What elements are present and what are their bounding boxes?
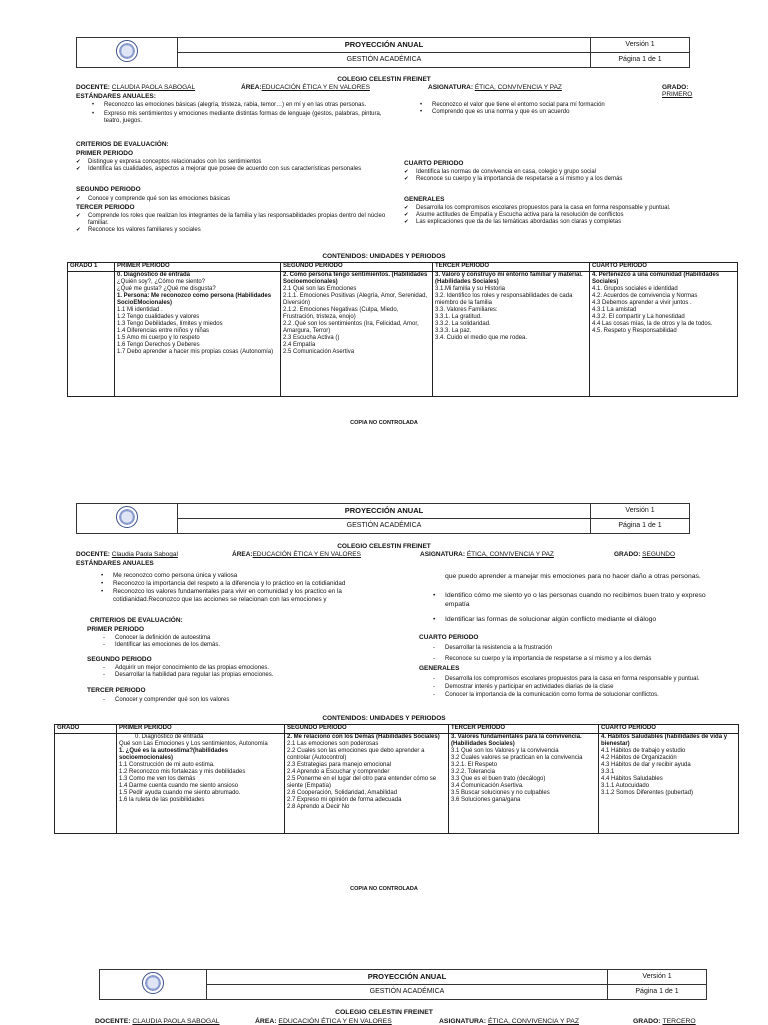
cell-line: ¿Quién soy?, ¿Cómo me siento? (117, 279, 206, 285)
area-value: EDUCACIÓN ÉTICA Y EN VALORES (278, 1018, 392, 1025)
list-item: ✔ Conoce y comprende qué son las emociones básicas (76, 196, 386, 203)
contenidos-table-2 (54, 724, 739, 834)
list-item: • Identifico cómo me siento yo o las personas cuando no recibimos buen trato y expreso empatía (433, 591, 731, 609)
cell-line: 1.5 Amo mi cuerpo y lo respeto (117, 335, 200, 341)
segundo-periodo-list (76, 196, 386, 203)
cell-line: 3.3.2. La solidaridad. (435, 321, 491, 327)
grado-value: TERCERO (662, 1018, 696, 1025)
list-item: • Expreso mis sentimientos y emociones mediante distintas formas de lenguaje (gestos, palabras, pintura, teatro, juegos. (92, 111, 392, 125)
list-item: ✔ Distingue y expresa conceptos relacionados con los sentimientos (76, 159, 386, 166)
list-item: - Conocer y comprender qué son los valores (103, 697, 393, 704)
docente-value: CLAUDIA PAOLA SABOGAL (111, 84, 196, 91)
list-item: - Conocer la importancia de la comunicación como forma de solucionar conflictos. (433, 691, 733, 699)
list-item: • Me reconozco como persona única y valiosa (101, 572, 401, 580)
cell-line: 2.4 Empatía (283, 342, 316, 348)
cell-line: 4.3 Hábitos de dar y recibir ayuda (601, 762, 691, 768)
table-header: PRIMER PERIODO (115, 263, 281, 272)
list-item: ✔ Asume actitudes de Empatía y Escucha activa para la resolución de conflictos (404, 212, 724, 219)
asignatura-value: ÉTICA, CONVIVENCIA Y PAZ (474, 84, 562, 91)
primer-periodo-label: PRIMER PERIODO (76, 150, 134, 157)
school-seal-icon (142, 972, 164, 994)
cell-line: 3.1.Mi familia y su Historia (435, 286, 506, 292)
table-header: GRADO (55, 725, 117, 734)
estandares-right-list (420, 102, 720, 116)
school-logo (77, 38, 178, 68)
cell-line: 1. ¿Qué es la autoestima?(habilidades socioemocionales) (119, 748, 229, 761)
cell-line: 3.4 Comunicación Asertiva. (451, 783, 524, 789)
table-header: GRADO 1 (68, 263, 115, 272)
cell-line: 2. Como persona tengo sentimientos. (Habilidades Socioemocionales) (283, 272, 428, 285)
table-cell (55, 734, 117, 834)
cell-line: 3.3.3. La paz. (435, 328, 472, 334)
list-item: ✔ Las explicaciones que da de las temáticas abordadas son claras y completas (404, 219, 724, 226)
school-logo (100, 970, 207, 1000)
table-cell (117, 734, 285, 834)
table-header: TERCER PERIODO (433, 263, 590, 272)
table-cell (433, 272, 590, 397)
header-page: Página 1 de 1 (591, 53, 690, 68)
estandares-left-list (101, 572, 401, 604)
school-logo (77, 504, 178, 534)
list-item: ✔ Desarrolla los compromisos escolares propuestos para la casa en forma responsable y puntual. (404, 205, 724, 212)
list-item: - Adquirir un mejor conocimiento de las propias emociones. (103, 665, 393, 672)
docente-value: Claudia Paola Sabogal (111, 551, 178, 558)
cell-line: 0. Diagnóstico de entrada (117, 272, 191, 278)
generales-label: GENERALES (419, 665, 460, 672)
cell-line: 2.1 Las emociones son poderosas (287, 741, 379, 747)
cell-line: 4.1. Grupos sociales e identidad (592, 286, 678, 292)
cell-line: 1.6 la ruleta de las posibilidades (119, 797, 205, 803)
table-header: TERCER PERIODO (449, 725, 599, 734)
cell-line: 3.1 Qué son los Valores y la convivencia (451, 748, 559, 754)
cuarto-periodo-list (433, 644, 733, 663)
estandares-label: ESTÁNDARES ANUALES: (76, 93, 156, 100)
cell-line: 2.6 Cooperación, Solidaridad, Amabilidad (287, 790, 398, 796)
table-header: SEGUNDO PERIODO (281, 263, 433, 272)
area-label: ÁREA: (232, 551, 253, 558)
document-header (76, 37, 690, 68)
asignatura-label: ASIGNATURA: (439, 1018, 487, 1025)
cell-line: 1.1 Construcción de mi auto estima. (119, 762, 215, 768)
list-item: - Identificar las emociones de los demás. (103, 642, 393, 649)
cell-line: 3. Valoro y construyo mi entorno familiar y material. (Habilidades Sociales) (435, 272, 583, 285)
cell-line: 4. Pertenezco a una comunidad (Habilidades Sociales) (592, 272, 720, 285)
asignatura-value: ÉTICA, CONVIVENCIA Y PAZ (487, 1018, 579, 1025)
segundo-periodo-label: SEGUNDO PERIODO (87, 656, 152, 663)
cell-line: 4.3 Debemos aprender a vivir juntos . (592, 300, 692, 306)
docente-label: DOCENTE: (76, 551, 110, 558)
asignatura-label: ASIGNATURA: (420, 551, 466, 558)
table-header: CUARTO PERIODO (599, 725, 739, 734)
cell-line: 2.7 Expreso mi opinión de forma adecuada (287, 797, 402, 803)
cell-line: 2.5 Comunicación Asertiva (283, 349, 355, 355)
contenidos-title: CONTENIDOS: UNIDADES Y PERIODOS (322, 715, 446, 722)
cell-line: 4.2 Hábitos de Organización (601, 755, 677, 761)
list-item: - Desarrolla los compromisos escolares propuestos para la casa en forma responsable y puntual. (433, 675, 733, 683)
grado-label: GRADO: (614, 551, 641, 558)
cell-line: 4.3.1 La amistad (592, 307, 637, 313)
cell-line: 1.7 Debo aprender a hacer mis propias cosas (Autonomía) (117, 349, 274, 355)
cell-line: 1.3 Tengo Debilidades, límites y miedos (117, 321, 223, 327)
list-item: - Conocer la definición de autoestima (103, 635, 393, 642)
docente-label: DOCENTE: (95, 1018, 131, 1025)
cell-line: 1.6 Tengo Derechos y Deberes (117, 342, 200, 348)
grado-label: GRADO: (633, 1018, 661, 1025)
area-label: ÁREA: (241, 84, 262, 91)
cuarto-periodo-list (404, 169, 724, 183)
criterios-label: CRITERIOS DE EVALUACIÓN: (76, 141, 169, 148)
cell-line: 3.1.2 Somos Diferentes (pubertad) (601, 790, 694, 796)
segundo-periodo-list (103, 665, 393, 679)
contenidos-title: CONTENIDOS: UNIDADES Y PERIODOS (322, 253, 446, 260)
list-item: - Desarrollar la resistencia a la frustración (433, 644, 733, 652)
table-cell (281, 272, 433, 397)
contenidos-table-1 (67, 262, 738, 397)
cell-line: 3.2 Cuales valores se practican en la convivencia (451, 755, 583, 761)
cell-line: 3.3 Que es el buen trato (decálogo) (451, 776, 546, 782)
list-item: - Demostrar interés y participar en actividades diarias de la clase (433, 683, 733, 691)
table-cell (115, 272, 281, 397)
cell-line: 1. Persona: Me reconozco como persona (Habilidades SocioEMocionales) (117, 293, 272, 306)
cell-line: 4. Hábitos Saludables (habilidades de vida y bienestar) (601, 734, 728, 747)
cell-line: 1.2 Reconozco mis fortalezas y mis debilidades (119, 769, 246, 775)
school-seal-icon (116, 40, 138, 62)
cell-line: 2.1.1. Emociones Positivas (Alegría, Amor, Serenidad, Diversión) (283, 293, 428, 306)
tercer-periodo-list (103, 697, 393, 704)
cell-line: 2.3 Estrategias para manejo emocional (287, 762, 392, 768)
header-page: Página 1 de 1 (608, 985, 707, 1000)
cell-line: 3.3.1. La gratitud. (435, 314, 482, 320)
list-item: • Reconozco la importancia del respeto a la diferencia y lo práctico en la cotidianidad (101, 580, 401, 588)
tercer-periodo-label: TERCER PERIODO (87, 687, 146, 694)
generales-label: GENERALES (404, 196, 445, 203)
header-title: PROYECCIÓN ANUAL (178, 38, 591, 53)
header-title: PROYECCIÓN ANUAL (178, 504, 591, 519)
estandares-label: ESTÁNDARES ANUALES (76, 560, 154, 567)
tercer-periodo-label: TERCER PERIODO (76, 204, 135, 211)
header-subtitle: GESTIÓN ACADÉMICA (178, 53, 591, 68)
primer-periodo-list (76, 159, 386, 173)
school-name: COLEGIO CELESTIN FREINET (337, 76, 431, 83)
cell-line: 2.5 Ponerme en el lugar del otro para entender cómo se siente (Empatía) (287, 776, 437, 789)
list-item: ✔ Identifica las normas de convivencia en casa, colegio y grupo social (404, 169, 724, 176)
list-item: • Identificar las formas de solucionar algún conflicto mediante el diálogo (433, 615, 731, 624)
school-name: COLEGIO CELESTIN FREINET (335, 1009, 433, 1016)
list-item: ✔ Reconoce su cuerpo y la importancia de respetarse a sí mismo y a los demás (404, 176, 724, 183)
grado-label: GRADO: (662, 84, 689, 91)
table-cell (599, 734, 739, 834)
primer-periodo-label: PRIMER PERIODO (87, 626, 145, 633)
list-item: • Reconozco las emociones básicas (alegría, tristeza, rabia, temor…) en mí y en las otras personas. (92, 102, 392, 109)
docente-label: DOCENTE: (76, 84, 110, 91)
cell-line: 1.4 Diferencias entre niños y niñas (117, 328, 210, 334)
segundo-periodo-label: SEGUNDO PERIODO (76, 186, 141, 193)
cell-line: 4.1 Hábitos de trabajo y estudio (601, 748, 686, 754)
table-cell (449, 734, 599, 834)
cuarto-periodo-label: CUARTO PERIODO (419, 634, 479, 641)
asignatura-label: ASIGNATURA: (428, 84, 474, 91)
header-title: PROYECCIÓN ANUAL (207, 970, 608, 985)
header-version: Versión 1 (591, 38, 690, 53)
copy-notice: COPIA NO CONTROLADA (350, 886, 418, 892)
list-item: - Reconoce su cuerpo y la importancia de respetarse a sí mismo y a los demás (433, 655, 733, 663)
list-item: ✔ Identifica las cualidades, aspectos a mejorar que posee de acuerdo con sus características personales (76, 166, 386, 173)
cell-line: 2.1 Qué son las Emociones (283, 286, 357, 292)
cell-line: 3.5 Buscar soluciones y no culpables (451, 790, 550, 796)
school-seal-icon (116, 506, 138, 528)
area-label: ÁREA: (255, 1018, 277, 1025)
estandares-left-list (92, 102, 392, 126)
cell-line: 2.1.2. Emociones Negativas (Culpa, Miedo, Frustración, tristeza, enojo) (283, 307, 399, 320)
cell-line: 4.3.2. El compartir y La honestidad (592, 314, 685, 320)
table-header: PRIMER PERIODO (117, 725, 285, 734)
header-version: Versión 1 (608, 970, 707, 985)
document-header (99, 969, 707, 1000)
cell-line: 3.1.1 Autocuidado (601, 783, 650, 789)
cell-line: 2. Me relaciono con los Demás (Habilidades Sociales) (287, 734, 440, 740)
cell-line: 4.4 Hábitos Saludables (601, 776, 663, 782)
cuarto-periodo-label: CUARTO PERIODO (404, 160, 464, 167)
document-header (76, 503, 690, 534)
primer-periodo-list (103, 635, 393, 649)
list-item: ✔ Comprende los roles que realizan los integrantes de la familia y las responsabilidades propias dentro del núcleo familiar. (76, 213, 386, 227)
cell-line: 0. Diagnóstico de entrada (135, 734, 204, 740)
estandares-right-list (433, 591, 731, 624)
area-value: EDUCACIÓN ÉTICA Y EN VALORES (252, 551, 361, 558)
cell-line: ¿Qué me gusta? ¿Qué me disgusta? (117, 286, 216, 292)
cell-line: 1.3 Como me ven los demás (119, 776, 196, 782)
header-subtitle: GESTIÓN ACADÉMICA (207, 985, 608, 1000)
asignatura-value: ÉTICA, CONVIVENCIA Y PAZ (466, 551, 554, 558)
table-header: CUARTO PERIODO (590, 263, 738, 272)
table-header: SEGUNDO PERIODO (285, 725, 449, 734)
cell-line: 2.2 Cuales son las emociones que debo aprender a controlar (Autocontrol) (287, 748, 425, 761)
area-value: EDUCACIÓN ÉTICA Y EN VALORES (261, 84, 370, 91)
cell-line: 3.2.2. Tolerancia (451, 769, 495, 775)
cell-line: 4.4 Las cosas mías, la de otros y la de todos. (592, 321, 713, 327)
generales-list (433, 675, 733, 699)
cell-line: 2.8 Aprendo a Decir No (287, 804, 350, 810)
table-cell (590, 272, 738, 397)
list-item: ✔ Reconoce los valores familiares y sociales (76, 227, 386, 234)
cell-line: 3.3. Valores Familiares: (435, 307, 498, 313)
grado-value: SEGUNDO (642, 551, 676, 558)
list-item: • Reconozco los valores fundamentales para vivir en comunidad y los practico en la cotidianidad.Reconozco que las acciones se relacionan con las emociones y (101, 588, 401, 604)
estandares-right-continuation: que puedo aprender a manejar mis emociones para no hacer daño a otras personas. (445, 573, 701, 580)
cell-line: 1.5 Pedir ayuda cuando me siento abrumado. (119, 790, 241, 796)
list-item: • Comprendo que es una norma y que es un acuerdo (420, 109, 720, 116)
cell-line: 3.3.1 (601, 769, 615, 775)
header-page: Página 1 de 1 (591, 519, 690, 534)
cell-line: 3.6 Soluciones gana/gana (451, 797, 521, 803)
cell-line: 3. Valores fundamentales para la convivencia. (Habilidades Sociales) (451, 734, 582, 747)
cell-line: 1.1 Mi identidad . (117, 307, 163, 313)
school-name: COLEGIO CELESTIN FREINET (337, 543, 431, 550)
list-item: - Desarrollar la habilidad para regular las propias emociones. (103, 672, 393, 679)
cell-line: 4.2. Acuerdos de convivencia y Normas (592, 293, 698, 299)
list-item: • Reconozco el valor que tiene el entorno social para mí formación (420, 102, 720, 109)
header-version: Versión 1 (591, 504, 690, 519)
cell-line: 1.4 Darme cuenta cuando me siento ansioso (119, 783, 239, 789)
cell-line: 3.4. Cuido el medio que me rodea. (435, 335, 528, 341)
cell-line: Qué son Las Emociones y Los sentimientos, Autonomía (119, 741, 268, 747)
cell-line: 1.2 Tengo cualidades y valores (117, 314, 200, 320)
cell-line: 4.5. Respeto y Responsabilidad (592, 328, 677, 334)
copy-notice: COPIA NO CONTROLADA (350, 420, 418, 426)
table-cell (285, 734, 449, 834)
cell-line: 2.3 Escucha Activa () (283, 335, 340, 341)
cell-line: 3.2. Identifico los roles y responsabilidades de cada miembro de la familia (435, 293, 573, 306)
docente-value: CLAUDIA PAOLA SABOGAL (132, 1018, 220, 1025)
criterios-label: CRITERIOS DE EVALUACIÓN: (90, 617, 183, 624)
cell-line: 3.2.1. El Respeto (451, 762, 498, 768)
cell-line: 2.2 .Qué son los sentimientos (Ira, Felicidad, Amor, Amargura, Terror) (283, 321, 419, 334)
cell-line: 2.4 Aprendo a Escuchar y comprender (287, 769, 390, 775)
tercer-periodo-list (76, 213, 386, 235)
generales-list (404, 205, 724, 227)
grado-value: PRIMERO (662, 91, 693, 99)
table-cell (68, 272, 115, 397)
header-subtitle: GESTIÓN ACADÉMICA (178, 519, 591, 534)
